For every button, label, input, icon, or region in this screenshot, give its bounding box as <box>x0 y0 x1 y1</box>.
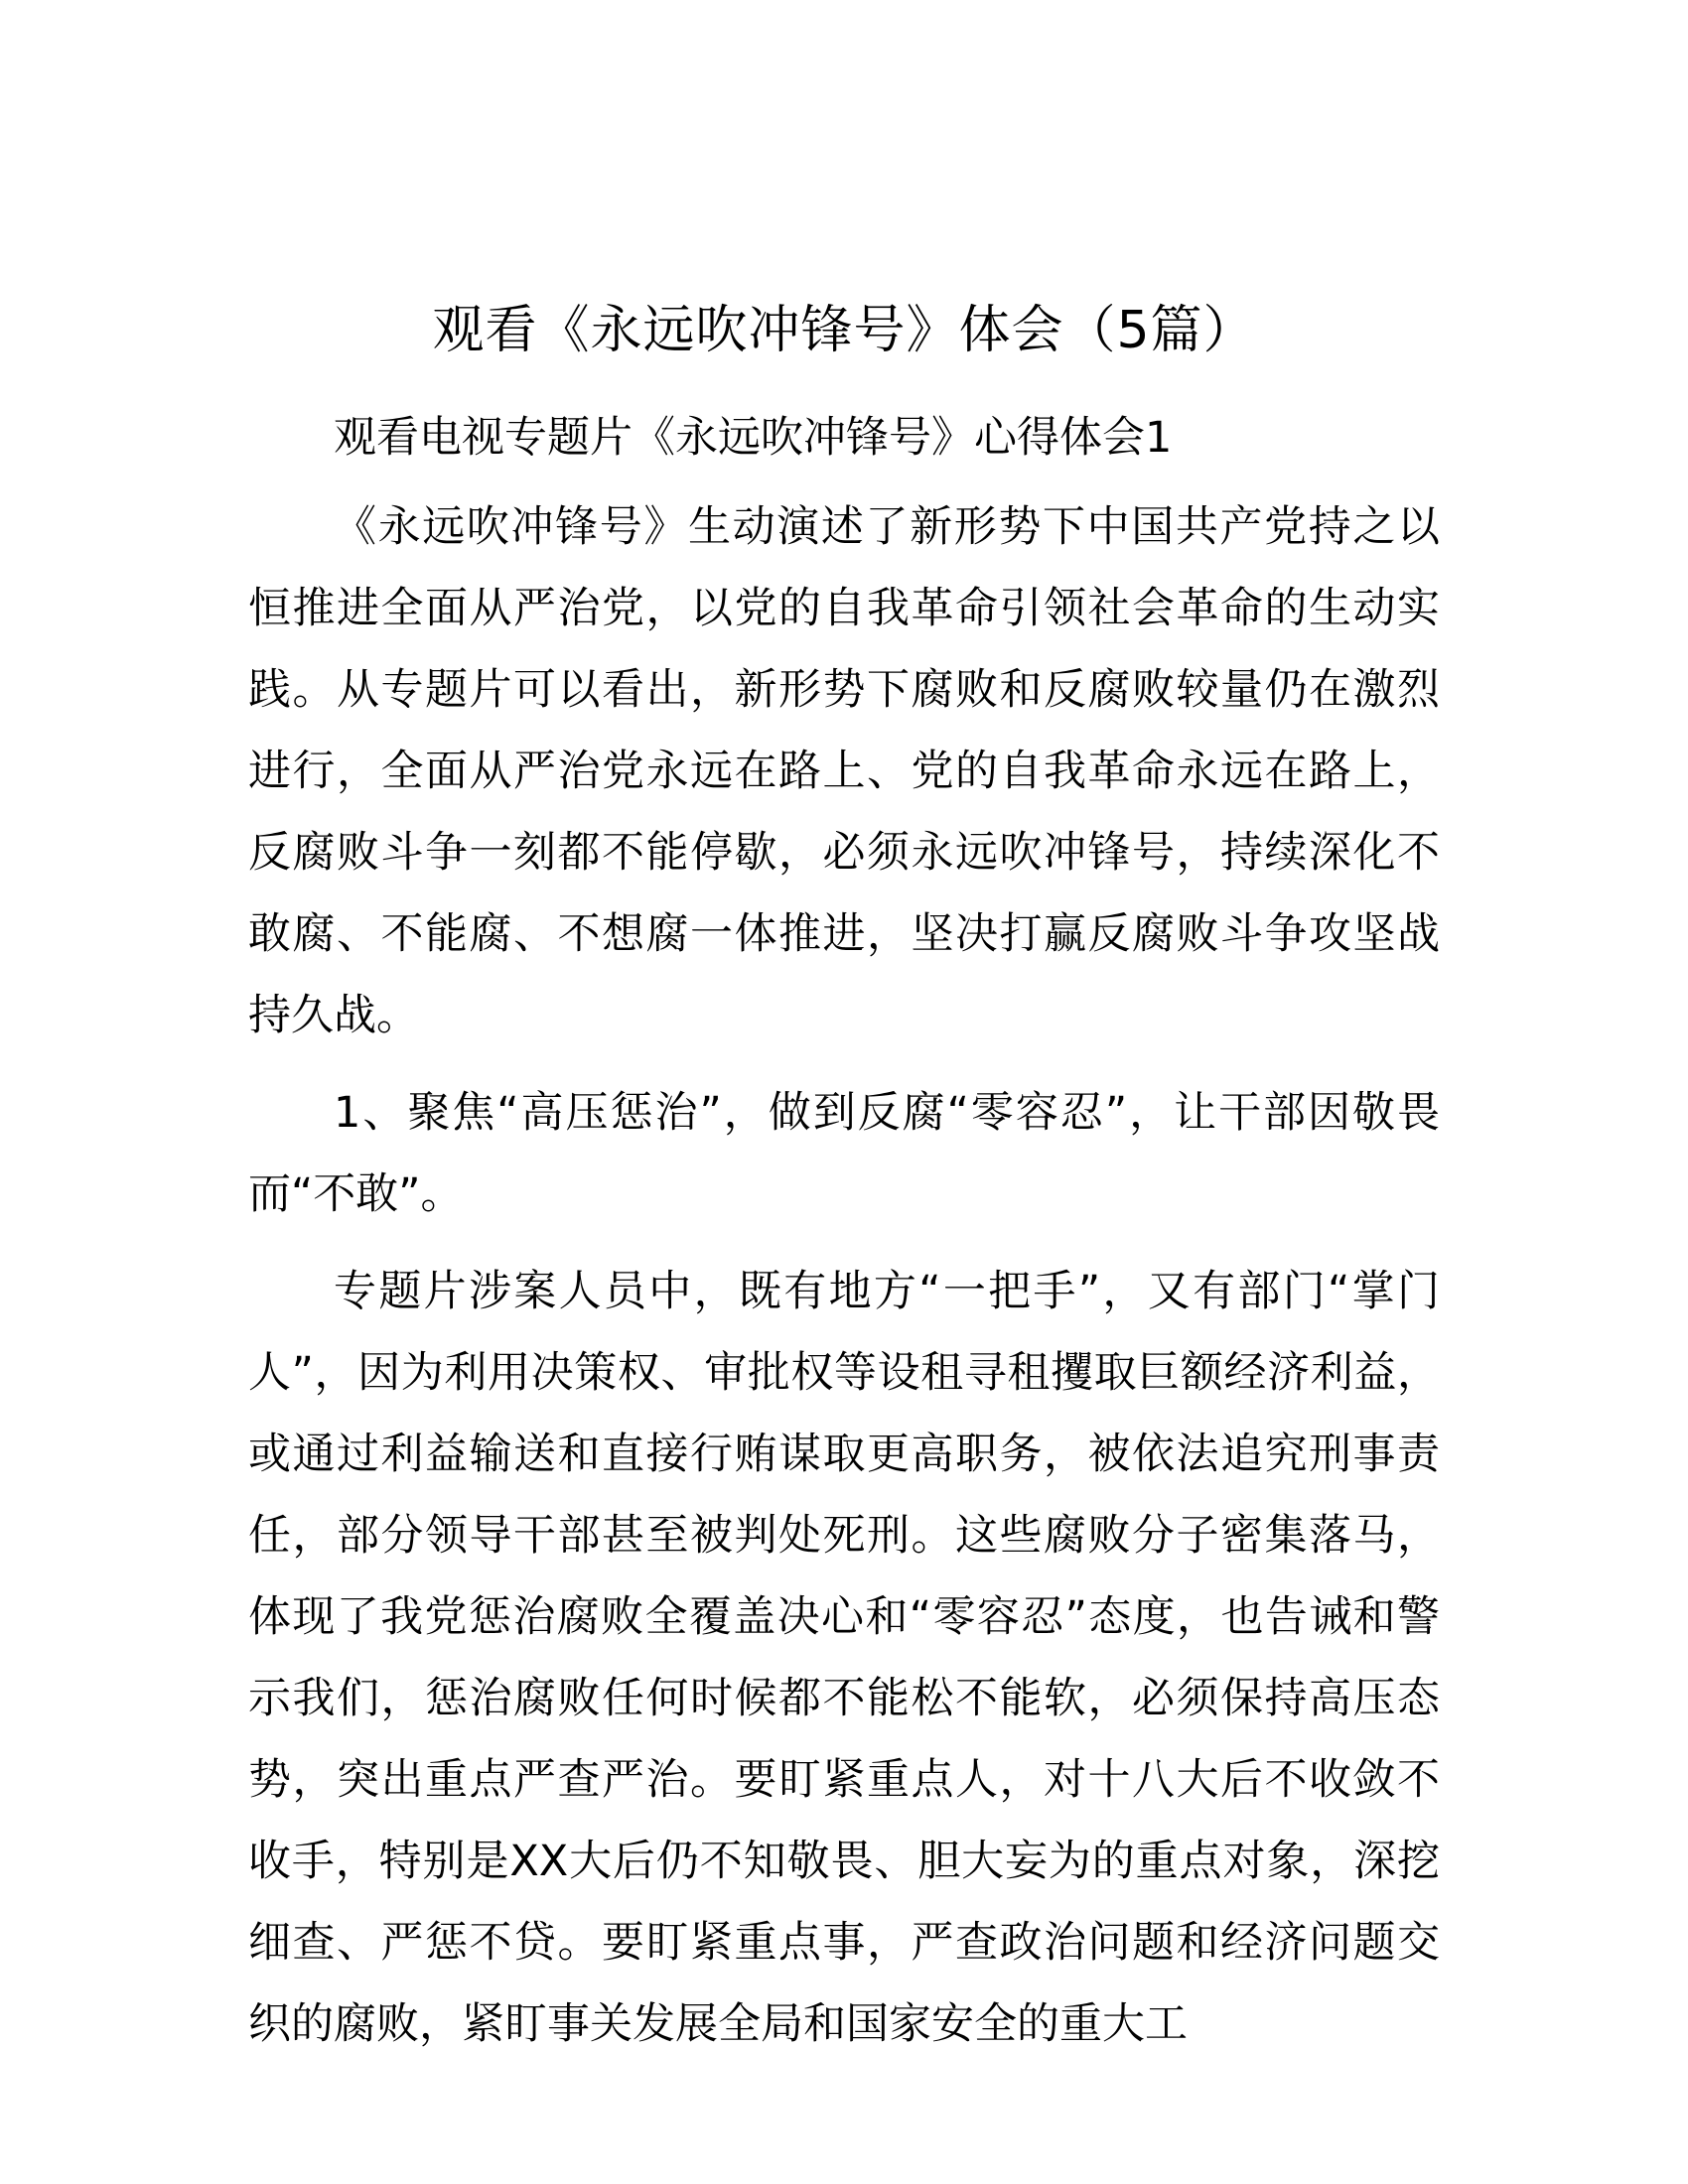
paragraph-intro: 《永远吹冲锋号》生动演述了新形势下中国共产党持之以恒推进全面从严治党，以党的自我革命引领社会革命的生动实践。从专题片可以看出，新形势下腐败和反腐败较量仍在激烈进行，全面从严治党永远在路上、党的自我革命永远在路上，反腐败斗争一刻都不能停歇，必须永远吹冲锋号，持续深化不敢腐、不能腐、不想腐一体推进，坚决打赢反腐败斗争攻坚战持久战。 <box>248 502 1440 1040</box>
section-heading: 观看电视专题片《永远吹冲锋号》心得体会1 <box>334 413 1173 463</box>
paragraph-point-1: 1、聚焦“高压惩治”，做到反腐“零容忍”，让干部因敬畏而“不敢”。 <box>248 1088 1440 1219</box>
document-title: 观看《永远吹冲锋号》体会（5篇） <box>432 301 1256 360</box>
document-body <box>248 397 1440 2081</box>
paragraph-body: 专题片涉案人员中，既有地方“一把手”，又有部门“掌门人”，因为利用决策权、审批权等设租寻租攫取巨额经济利益，或通过利益输送和直接行贿谋取更高职务，被依法追究刑事责任，部分领导干部甚至被判处死刑。这些腐败分子密集落马，体现了我党惩治腐败全覆盖决心和“零容忍”态度，也告诫和警示我们，惩治腐败任何时候都不能松不能软，必须保持高压态势，突出重点严查严治。要盯紧重点人，对十八大后不收敛不收手，特别是XX大后仍不知敬畏、胆大妄为的重点对象，深挖细查、严惩不贷。要盯紧重点事，严查政治问题和经济问题交织的腐败，紧盯事关发展全局和国家安全的重大工 <box>248 1267 1440 2049</box>
